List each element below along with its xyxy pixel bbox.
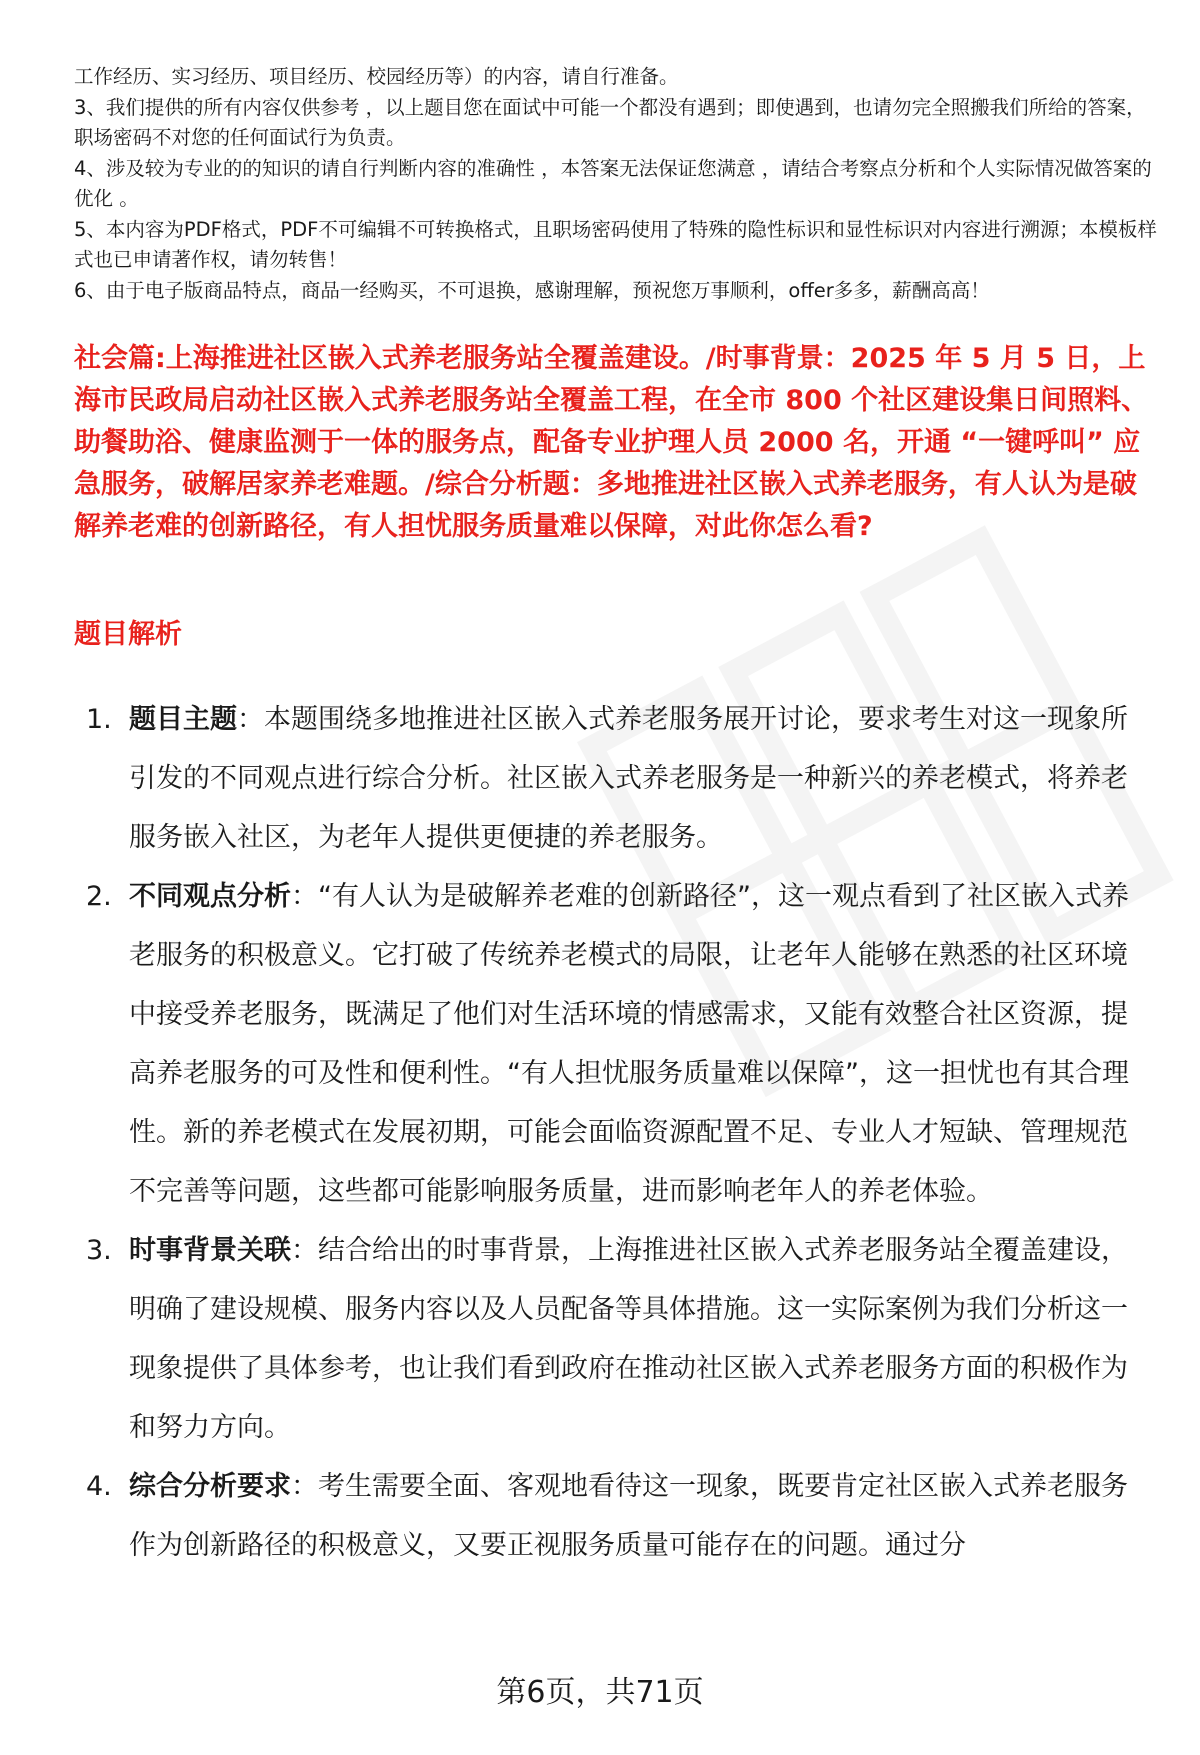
notice-line: 4、涉及较为专业的的知识的请自行判断内容的准确性 ，本答案无法保证您满意 ，请结合考察点分析和个人实际情况做答案的优化 。 bbox=[74, 156, 1152, 210]
item-heading: 题目主题 bbox=[129, 704, 237, 735]
notice-line: 工作经历、实习经历、项目经历、校园经历等）的内容，请自行准备。 bbox=[74, 65, 679, 88]
item-body: ：结合给出的时事背景，上海推进社区嵌入式养老服务站全覆盖建设，明确了建设规模、服务内容以及人员配备等具体措施。这一实际案例为我们分析这一现象提供了具体参考，也让我们看到政府在推动社区嵌入式养老服务方面的积极作为和努力方向。 bbox=[129, 1235, 1128, 1443]
notice-line: 6、由于电子版商品特点，商品一经购买，不可退换，感谢理解，预祝您万事顺利，offer多多，薪酬高高！ bbox=[74, 278, 990, 302]
item-heading: 不同观点分析 bbox=[129, 881, 291, 912]
item-heading: 综合分析要求 bbox=[129, 1471, 291, 1502]
list-item bbox=[74, 867, 1154, 1221]
question-topic: 社会篇:上海推进社区嵌入式养老服务站全覆盖建设。/时事背景：2025 年 5 月 5 日，上海市民政局启动社区嵌入式养老服务站全覆盖工程，在全市 800 个社区建设集日间照料、助餐助浴、健康监测于一体的服务点，配备专业护理人员 2000 名，开通 “一键呼叫” 应急服务，破解居家养老难题。/综合分析题：多地推进社区嵌入式养老服务，有人认为是破解养老难的创新路径，有人担忧服务质量难以保障，对此你怎么看? bbox=[74, 343, 1149, 542]
list-item bbox=[74, 1221, 1154, 1457]
item-heading: 时事背景关联 bbox=[129, 1235, 291, 1266]
item-body: ：考生需要全面、客观地看待这一现象，既要肯定社区嵌入式养老服务作为创新路径的积极意义，又要正视服务质量可能存在的问题。通过分 bbox=[129, 1471, 1128, 1561]
notice-list bbox=[74, 62, 1159, 306]
list-item bbox=[74, 690, 1154, 867]
section-title: 题目解析 bbox=[74, 619, 182, 650]
page-number: 第6页，共71页 bbox=[496, 1675, 704, 1710]
notice-line: 5、本内容为PDF格式，PDF不可编辑不可转换格式，且职场密码使用了特殊的隐性标识和显性标识对内容进行溯源；本模板样式也已申请著作权，请勿转售！ bbox=[74, 217, 1157, 271]
item-body: ：本题围绕多地推进社区嵌入式养老服务展开讨论，要求考生对这一现象所引发的不同观点进行综合分析。社区嵌入式养老服务是一种新兴的养老模式，将养老服务嵌入社区，为老年人提供更便捷的养老服务。 bbox=[129, 704, 1128, 853]
list-number: 1. bbox=[86, 704, 112, 735]
list-item bbox=[74, 1457, 1154, 1575]
list-number: 2. bbox=[86, 881, 112, 912]
item-body: ：“有人认为是破解养老难的创新路径”，这一观点看到了社区嵌入式养老服务的积极意义。它打破了传统养老模式的局限，让老年人能够在熟悉的社区环境中接受养老服务，既满足了他们对生活环境的情感需求，又能有效整合社区资源，提高养老服务的可及性和便利性。“有人担忧服务质量难以保障”，这一担忧也有其合理性。新的养老模式在发展初期，可能会面临资源配置不足、专业人才短缺、管理规范不完善等问题，这些都可能影响服务质量，进而影响老年人的养老体验。 bbox=[129, 881, 1129, 1207]
notice-line: 3、我们提供的所有内容仅供参考 ，以上题目您在面试中可能一个都没有遇到；即使遇到，也请勿完全照搬我们所给的答案，职场密码不对您的任何面试行为负责。 bbox=[74, 95, 1146, 149]
list-number: 4. bbox=[86, 1471, 112, 1502]
analysis-list bbox=[74, 690, 1154, 1575]
list-number: 3. bbox=[86, 1235, 112, 1266]
